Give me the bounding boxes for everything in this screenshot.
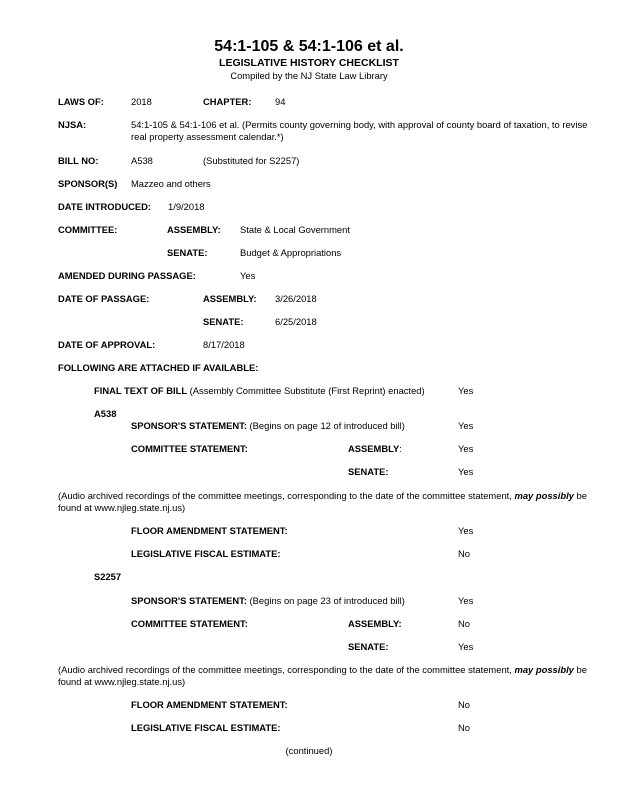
s2257-sponsor-detail: (Begins on page 23 of introduced bill)	[246, 595, 405, 606]
njsa-label: NJSA:	[58, 119, 87, 130]
a538-senate-label: SENATE:	[348, 466, 389, 477]
passage-senate-value: 6/25/2018	[275, 316, 317, 327]
bill-no-substitution: (Substituted for S2257)	[203, 155, 300, 166]
approval-value: 8/17/2018	[203, 339, 245, 350]
s2257-sponsor-line	[131, 595, 405, 607]
s2257-sponsor-label: SPONSOR'S STATEMENT:	[131, 595, 247, 606]
a538-heading: A538	[94, 408, 117, 419]
bill-no-value: A538	[131, 155, 153, 166]
s2257-fiscal-label: LEGISLATIVE FISCAL ESTIMATE:	[131, 722, 281, 733]
s2257-note-post: be found at www.njleg.state.nj.us)	[58, 664, 587, 687]
bill-no-label: BILL NO:	[58, 155, 99, 166]
laws-of-value: 2018	[131, 96, 152, 107]
final-text-label: FINAL TEXT OF BILL	[94, 385, 188, 396]
s2257-assembly-value: No	[458, 618, 470, 629]
document-subtitle: LEGISLATIVE HISTORY CHECKLIST	[219, 57, 399, 69]
sponsor-value: Mazzeo and others	[131, 178, 211, 189]
s2257-heading: S2257	[94, 571, 122, 582]
a538-floor-label: FLOOR AMENDMENT STATEMENT:	[131, 525, 288, 536]
continued-footer: (continued)	[285, 745, 333, 756]
s2257-note-emphasis: may possibly	[514, 664, 574, 675]
a538-sponsor-detail: (Begins on page 12 of introduced bill)	[246, 420, 405, 431]
final-text-line	[94, 385, 425, 397]
committee-senate-value: Budget & Appropriations	[240, 247, 342, 258]
final-text-detail: (Assembly Committee Substitute (First Reprint) enacted)	[187, 385, 425, 396]
date-introduced-label: DATE INTRODUCED:	[58, 201, 152, 212]
s2257-audio-note	[58, 664, 603, 688]
committee-label: COMMITTEE:	[58, 224, 118, 235]
compiled-by: Compiled by the NJ State Law Library	[230, 70, 388, 81]
a538-sponsor-label: SPONSOR'S STATEMENT:	[131, 420, 247, 431]
chapter-value: 94	[275, 96, 286, 107]
a538-fiscal-label: LEGISLATIVE FISCAL ESTIMATE:	[131, 548, 281, 559]
a538-assembly-line	[348, 443, 402, 455]
a538-floor-value: Yes	[458, 525, 474, 536]
a538-audio-note	[58, 490, 603, 514]
attached-heading: FOLLOWING ARE ATTACHED IF AVAILABLE:	[58, 362, 259, 373]
document-title: 54:1-105 & 54:1-106 et al.	[214, 38, 404, 55]
a538-assembly-colon: :	[399, 443, 402, 454]
amended-label: AMENDED DURING PASSAGE:	[58, 270, 196, 281]
s2257-fiscal-value: No	[458, 722, 470, 733]
s2257-committee-label: COMMITTEE STATEMENT:	[131, 618, 248, 629]
a538-note-emphasis: may possibly	[514, 490, 574, 501]
a538-assembly-label: ASSEMBLY	[348, 443, 400, 454]
a538-sponsor-line	[131, 420, 405, 432]
sponsor-label: SPONSOR(S)	[58, 178, 118, 189]
s2257-assembly-label: ASSEMBLY:	[348, 618, 402, 629]
laws-of-label: LAWS OF:	[58, 96, 104, 107]
s2257-senate-label: SENATE:	[348, 641, 389, 652]
a538-senate-value: Yes	[458, 466, 474, 477]
passage-assembly-value: 3/26/2018	[275, 293, 317, 304]
s2257-floor-label: FLOOR AMENDMENT STATEMENT:	[131, 699, 288, 710]
a538-note-pre: (Audio archived recordings of the committee meetings, corresponding to the date of the committee statement,	[58, 490, 515, 501]
a538-committee-label: COMMITTEE STATEMENT:	[131, 443, 248, 454]
passage-label: DATE OF PASSAGE:	[58, 293, 150, 304]
a538-note-post: be found at www.njleg.state.nj.us)	[58, 490, 587, 513]
committee-senate-label: SENATE:	[167, 247, 208, 258]
s2257-floor-value: No	[458, 699, 470, 710]
s2257-note-pre: (Audio archived recordings of the committee meetings, corresponding to the date of the committee statement,	[58, 664, 515, 675]
date-introduced-value: 1/9/2018	[168, 201, 205, 212]
a538-assembly-value: Yes	[458, 443, 474, 454]
njsa-value: 54:1-105 & 54:1-106 et al. (Permits county governing body, with approval of county board of taxation, to revise real property assessment calendar.*)	[131, 119, 588, 142]
s2257-senate-value: Yes	[458, 641, 474, 652]
a538-fiscal-value: No	[458, 548, 470, 559]
final-text-value: Yes	[458, 385, 474, 396]
chapter-label: CHAPTER:	[203, 96, 252, 107]
passage-assembly-label: ASSEMBLY:	[203, 293, 257, 304]
amended-value: Yes	[240, 270, 256, 281]
committee-assembly-label: ASSEMBLY:	[167, 224, 221, 235]
s2257-sponsor-value: Yes	[458, 595, 474, 606]
passage-senate-label: SENATE:	[203, 316, 244, 327]
committee-assembly-value: State & Local Government	[240, 224, 350, 235]
a538-sponsor-value: Yes	[458, 420, 474, 431]
approval-label: DATE OF APPROVAL:	[58, 339, 156, 350]
